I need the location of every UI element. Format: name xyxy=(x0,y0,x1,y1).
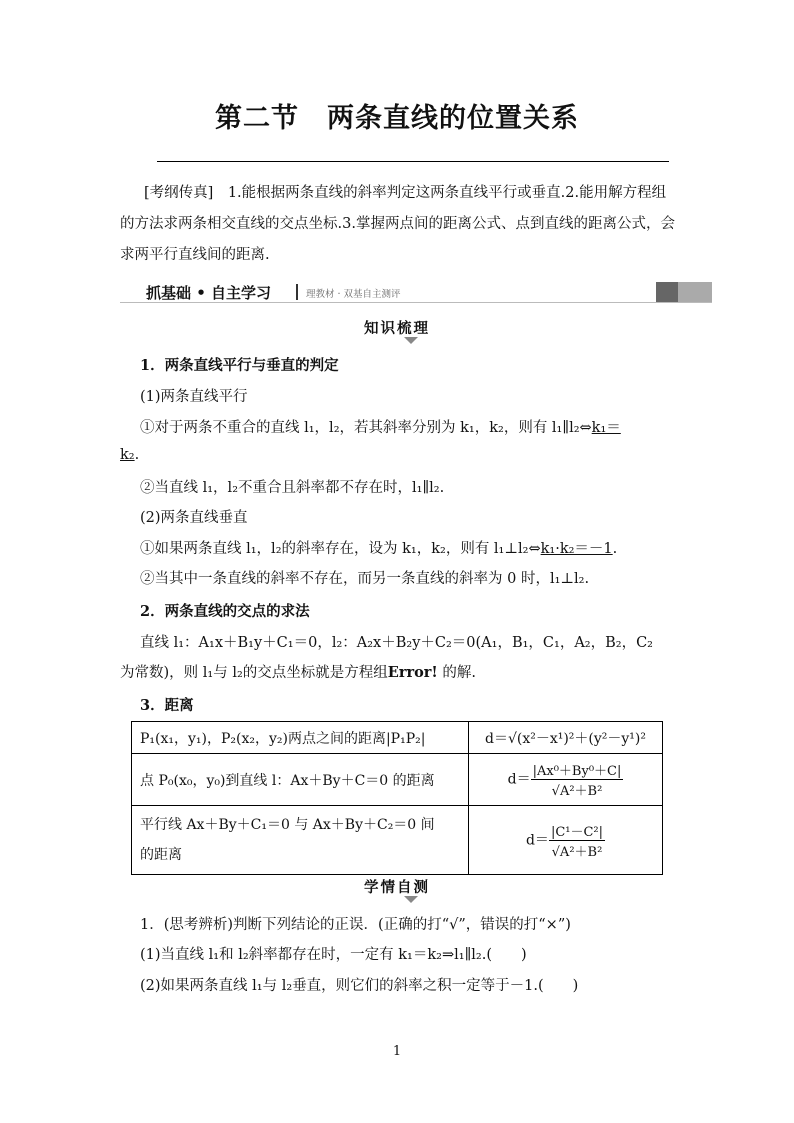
table-cell xyxy=(132,806,469,875)
section-heading-selftest: 学情自测 xyxy=(364,880,430,896)
fraction-numerator: |Ax⁰＋By⁰＋C| xyxy=(531,760,624,780)
banner-decor-light xyxy=(678,282,712,302)
s1-item1-cont xyxy=(120,447,139,463)
table-row xyxy=(132,806,663,875)
table-cell xyxy=(469,754,663,806)
question-1: 1．(思考辨析)判断下列结论的正误．(正确的打“√”，错误的打“×”) xyxy=(140,917,571,933)
s1-item1-text: ①对于两条不重合的直线 l₁，l₂，若其斜率分别为 k₁，k₂，则有 l₁∥l₂⇔ xyxy=(140,420,592,436)
section-marker-icon xyxy=(404,896,418,903)
s1-item4: ②当其中一条直线的斜率不存在，而另一条直线的斜率为 0 时，l₁⊥l₂. xyxy=(140,571,590,587)
s1-item3-answer: k₁·k₂＝－1 xyxy=(540,541,613,557)
question-1-1: (1)当直线 l₁和 l₂斜率都存在时，一定有 k₁＝k₂⇒l₁∥l₂.( ) xyxy=(140,947,527,963)
s2-line2-text: 为常数)，则 l₁与 l₂的交点坐标就是方程组 xyxy=(120,665,388,681)
fraction-numerator: |C¹－C²| xyxy=(549,821,605,841)
distance-table xyxy=(131,721,663,875)
s1-item1-end: . xyxy=(134,447,140,463)
s1-item3 xyxy=(140,537,617,558)
page-title: 第二节 两条直线的位置关系 xyxy=(215,103,579,134)
table-row xyxy=(132,722,663,754)
fraction xyxy=(549,821,605,860)
cell-line: 平行线 Ax＋By＋C₁＝0 与 Ax＋By＋C₂＝0 间 xyxy=(140,817,435,833)
s2-heading: 2．两条直线的交点的求法 xyxy=(140,603,310,620)
banner-subtitle: 理教材 · 双基自主测评 xyxy=(306,289,401,300)
section-banner xyxy=(120,282,712,303)
s1-item3-end: . xyxy=(612,541,618,557)
s1-heading: 1．两条直线平行与垂直的判定 xyxy=(140,357,339,374)
fraction-denominator: √A²＋B² xyxy=(551,784,603,799)
syllabus-paragraph xyxy=(120,178,676,271)
fraction-denominator: √A²＋B² xyxy=(551,844,603,860)
table-cell: 点 P₀(x₀，y₀)到直线 l：Ax＋By＋C＝0 的距离 xyxy=(132,754,469,806)
s2-line2 xyxy=(120,661,476,682)
page-number: 1 xyxy=(392,1044,402,1059)
s3-heading: 3．距离 xyxy=(140,697,194,714)
title-divider xyxy=(157,161,669,162)
s1-item1 xyxy=(140,416,621,437)
s1-item2: ②当直线 l₁，l₂不重合且斜率都不存在时，l₁∥l₂. xyxy=(140,480,445,496)
section-marker-icon xyxy=(404,337,418,344)
banner-separator xyxy=(296,284,298,300)
s1-item3-text: ①如果两条直线 l₁，l₂的斜率存在，设为 k₁，k₂，则有 l₁⊥l₂⇔ xyxy=(140,541,541,557)
question-1-2: (2)如果两条直线 l₁与 l₂垂直，则它们的斜率之积一定等于－1.( ) xyxy=(140,978,579,994)
banner-title: 抓基础 • 自主学习 xyxy=(146,284,272,302)
s1-sub1: (1)两条直线平行 xyxy=(140,389,248,405)
formula-d: d＝ xyxy=(507,771,531,788)
formula-d: d＝ xyxy=(525,832,549,848)
fraction xyxy=(531,760,624,799)
s2-line1: 直线 l₁：A₁x＋B₁y＋C₁＝0，l₂：A₂x＋B₂y＋C₂＝0(A₁，B₁，C₁，A₂，B₂，C₂ xyxy=(140,635,653,651)
banner-decor-dark xyxy=(656,282,678,302)
table-row xyxy=(132,754,663,806)
table-cell: P₁(x₁，y₁)，P₂(x₂，y₂)两点之间的距离|P₁P₂| xyxy=(132,722,469,754)
s1-sub2: (2)两条直线垂直 xyxy=(140,510,248,526)
table-cell: d＝√(x²－x¹)²＋(y²－y¹)² xyxy=(469,722,663,754)
s2-error-text: Error! xyxy=(387,664,438,681)
syllabus-text: 1.能根据两条直线的斜率判定这两条直线平行或垂直.2.能用解方程组的方法求两条相交直线的交点坐标.3.掌握两点间的距离公式、点到直线的距离公式，会求两平行直线间的距离. xyxy=(120,185,675,263)
s1-item1-answer: k₁＝ xyxy=(591,420,621,436)
s2-line2-end: 的解. xyxy=(437,665,477,681)
s1-item1-answer2: k₂ xyxy=(120,447,135,463)
table-cell xyxy=(469,806,663,875)
cell-line: 的距离 xyxy=(140,847,182,863)
syllabus-tag: [考纲传真] xyxy=(144,185,214,201)
section-heading-knowledge: 知识梳理 xyxy=(364,321,430,337)
